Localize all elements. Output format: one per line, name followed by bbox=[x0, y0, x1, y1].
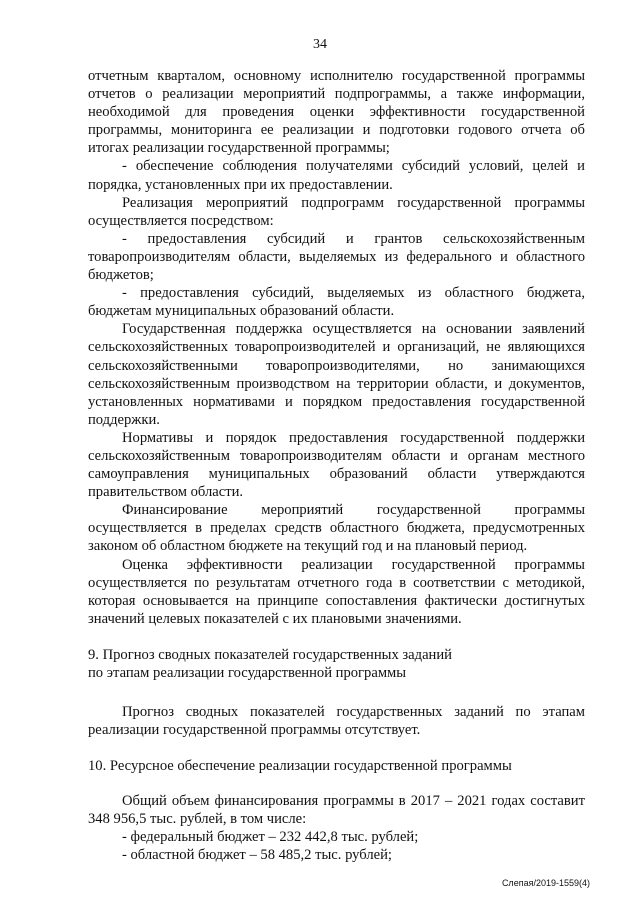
section-9-heading bbox=[88, 646, 585, 683]
paragraph-state-support: Государственная поддержка осуществляется на основании заявлений сельскохозяйственных товаропроизводителей и организаций, не являющихся сельскохозяйственными товаропроизводителями, но занимающихся сельскохозяйственным производством на территории области, и документов, установленных нормативами и порядком предоставления государственной поддержки. bbox=[88, 321, 585, 428]
section-10-heading: 10. Ресурсное обеспечение реализации государственной программы bbox=[88, 758, 512, 775]
document-code: Слепая/2019-1559(4) bbox=[501, 878, 590, 888]
list-item-regional-budget: - областной бюджет – 58 485,2 тыс. рублей; bbox=[122, 846, 392, 863]
paragraph-continuation: отчетным кварталом, основному исполнителю государственной программы отчетов о реализации мероприятий подпрограммы, а также информации, необходимой для проведения оценки эффективности государственной программы, мониторинга ее реализации и подготовки годового отчета об итогах реализации государственной программы; bbox=[88, 68, 585, 157]
paragraph-efficiency: Оценка эффективности реализации государственной программы осуществляется по результатам отчетного года в соответствии с методикой, которая основывается на принципе сопоставления фактически достигнутых значений целевых показателей с их плановыми значениями. bbox=[88, 556, 585, 627]
paragraph-financing: Финансирование мероприятий государственной программы осуществляется в пределах средств областного бюджета, предусмотренных законом об областном бюджете на текущий год и на плановый период. bbox=[88, 502, 585, 555]
section-9-text: Прогноз сводных показателей государственных заданий по этапам реализации государственной программы отсутствует. bbox=[88, 703, 585, 738]
list-item-subsidies-grants: - предоставления субсидий и грантов сельскохозяйственным товаропроизводителям области, выделяемых из федерального и областного бюджетов; bbox=[88, 230, 585, 284]
page-number: 34 bbox=[313, 37, 327, 52]
list-item-municipal-subsidies: - предоставления субсидий, выделяемых из областного бюджета, бюджетам муниципальных образований области. bbox=[88, 285, 585, 320]
list-item-federal-budget: - федеральный бюджет – 232 442,8 тыс. рублей; bbox=[122, 828, 419, 845]
paragraph-subsidy-compliance: - обеспечение соблюдения получателями субсидий условий, целей и порядка, установленных при их предоставлении. bbox=[88, 158, 585, 193]
section-9-heading-line-1: 9. Прогноз сводных показателей государственных заданий bbox=[88, 646, 452, 663]
section-10-text: Общий объем финансирования программы в 2017 – 2021 годах составит 348 956,5 тыс. рублей, в том числе: bbox=[88, 792, 585, 827]
section-9-heading-line-2: по этапам реализации государственной программы bbox=[88, 665, 407, 682]
document-body bbox=[88, 67, 585, 864]
paragraph-norms: Нормативы и порядок предоставления государственной поддержки сельскохозяйственным товаропроизводителям области и органам местного самоуправления муниципальных образований области утверждаются правительством области. bbox=[88, 429, 585, 501]
paragraph-implementation-intro: Реализация мероприятий подпрограмм государственной программы осуществляется посредством: bbox=[88, 194, 585, 229]
